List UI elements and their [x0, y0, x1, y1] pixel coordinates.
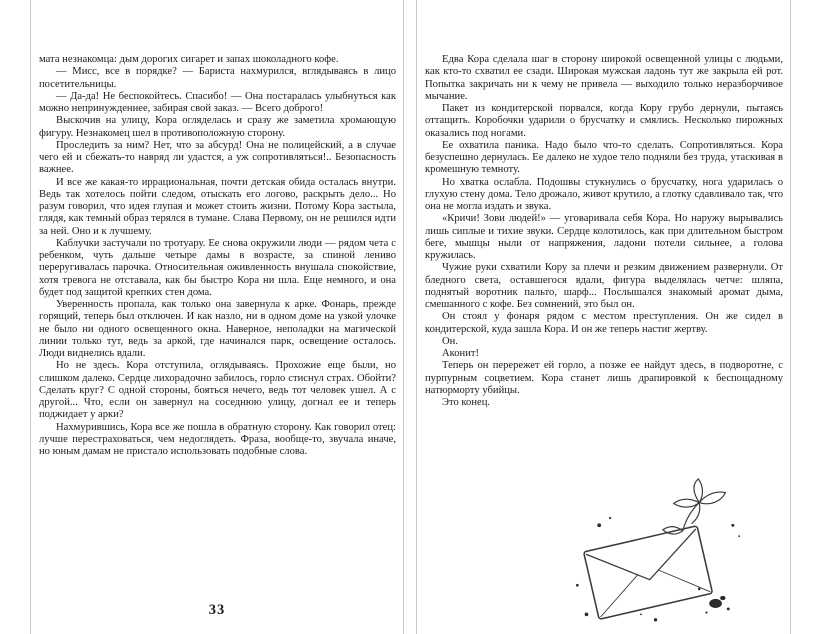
paragraph: — Да-да! Не беспокойтесь. Спасибо! — Она постаралась улыбнуться как можно непринужденнее, забирая свой заказ. — Всего доброго! — [39, 90, 396, 114]
paragraph: Ее охватила паника. Надо было что-то сделать. Сопротивляться. Кора безуспешно дернулась. Ее далеко не худое тело подняли без труда, утаскивая в кромешную темноту. — [425, 139, 783, 176]
paragraph: Выскочив на улицу, Кора огляделась и сразу же заметила хромающую фигуру. Незнакомец шел в противоположную сторону. — [39, 115, 396, 139]
envelope-illustration — [545, 478, 757, 628]
right-page-text — [425, 54, 783, 409]
paragraph: Едва Кора сделала шаг в сторону широкой освещенной улицы с людьми, как кто-то схватил ее сзади. Широкая мужская ладонь тут же закрыла ей рот. Попытка закричать ни к чему не привела — выходило только неразборчивое мычание. — [425, 54, 783, 102]
left-page — [30, 0, 404, 634]
paragraph: Но не здесь. Кора отступила, оглядываясь. Прохожие еще были, но слишком далеко. Сердце лихорадочно забилось, горло стиснул страх. Обойти? Сделать круг? С одной стороны, бояться нечего, ведь тот человек ушел. А с другой... Что, если он завернул на соседнюю улицу, догнал ее и теперь поджидает у арки? — [39, 360, 396, 421]
paragraph: Но хватка ослабла. Подошвы стукнулись о брусчатку, нога ударилась о глухую стену дома. Тело дрожало, живот крутило, а глотку сдавливало так, что она не могла издать и звука. — [425, 176, 783, 212]
left-page-text — [39, 54, 396, 458]
paragraph: И все же какая-то иррациональная, почти детская обида осталась внутри. Ведь так хотелось пойти следом, отыскать его логово, раскрыть дело... Но разум говорил, что идея глупая и может стоить жизни. Потому Кора застыла, глядя, как темный образ терялся в тумане. Слава Первому, он не решился идти за ней. Оно и к лучшему. — [39, 176, 396, 237]
paragraph: Чужие руки схватили Кору за плечи и резким движением развернули. От бледного света, оставшегося вдали, фигура выделялась четче: шляпа, поднятый воротник пальто, шарф... Послышался знакомый аромат дыма, смешанного с кофе. Без сомнений, это был он. — [425, 262, 783, 310]
paragraph: Это конец. — [442, 397, 491, 408]
paragraph: Проследить за ним? Нет, что за абсурд! Она не полицейский, а в случае чего ей и сбежать-то навряд ли удастся, а уж сопротивляться!.. Безопасность важнее. — [39, 139, 396, 176]
right-page — [416, 0, 791, 634]
envelope-outline — [584, 526, 713, 619]
paragraph: «Кричи! Зови людей!» — уговаривала себя Кора. Но наружу вырывались лишь сиплые и тихие звуки. Сердце колотилось, как при длительном быстром беге, мышцы ныли от напряжения, ладони потели сильнее, а голова кружилась. — [425, 213, 783, 261]
page-number: 33 — [208, 602, 226, 618]
paragraph: мата незнакомца: дым дорогих сигарет и запах шоколадного кофе. — [39, 54, 339, 65]
paragraph: Он. — [442, 335, 458, 347]
paragraph: Пакет из кондитерской порвался, когда Кору грубо дернули, пытаясь оттащить. Коробочки ударили о брусчатку и смялись. Несколько пирожных оказались под ногами. — [425, 103, 783, 139]
paragraph: Каблучки застучали по тротуару. Ее снова окружили люди — рядом чета с ребенком, чуть дальше четыре дамы в возрасте, за спиной лениво переругивалась парочка. Относительная оживленность внушала спокойствие, хотя тревога не отставала, как бы быстро Кора ни шла. Еще немного, и она будет под защитой крепких стен дома. — [39, 237, 396, 298]
paragraph: Он стоял у фонаря рядом с местом преступления. Он же сидел в кондитерской, куда зашла Кора. И он же теперь настиг жертву. — [425, 311, 783, 335]
paragraph: Нахмурившись, Кора все же пошла в обратную сторону. Как говорил отец: лучше перестраховаться, чем недоглядеть. Фраза, вообще-то, звучала иначе, но юным дамам не пристало использовать подобные слова. — [39, 421, 396, 457]
paragraph: Аконит! — [442, 348, 480, 359]
paragraph: Теперь он перережет ей горло, а позже ее найдут здесь, в подворотне, с пурпурным соцветием. Кора станет лишь драпировкой к беспощадному натюрморту убийцы. — [425, 360, 783, 396]
paragraph: Уверенность пропала, как только она завернула к арке. Фонарь, прежде горящий, теперь был отключен. И как назло, ни в одном доме на узкой улочке не было ни одного освещенного окна. Наверное, неполадки на магической линии только тут, ведь за аркой, где начинался парк, освещение осталось. Люди виднелись вдали. — [39, 299, 396, 359]
envelope-lily-ink-drawing — [545, 478, 757, 628]
paragraph: — Мисс, все в порядке? — Бариста нахмурился, вглядываясь в лицо посетительницы. — [39, 66, 396, 90]
